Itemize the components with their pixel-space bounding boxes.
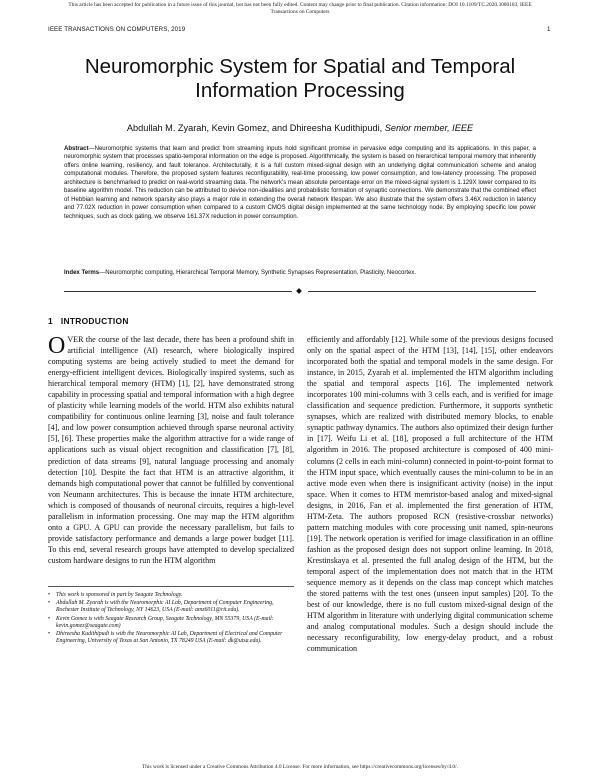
footnote-bullet: • bbox=[48, 631, 51, 638]
footnote-text: Abdullah M. Zyarah is with the Neuromorphic AI Lab, Department of Computer Engineering, Rochester Institute of Technology, NY 14623, USA (E-mail: amz6011@rit.edu). bbox=[56, 600, 274, 614]
separator-right bbox=[308, 291, 536, 292]
footnotes bbox=[48, 592, 294, 645]
banner-line-2: Transactions on Computers bbox=[270, 8, 330, 15]
acceptance-banner bbox=[8, 2, 592, 15]
banner-line-1: This article has been accepted for publication in a future issue of this journal, but has not been fully edited. Content may change prior to final publication. Citation information: DOI 10.1109/TC.2020.3000183, IEEE bbox=[68, 2, 532, 8]
index-terms-label: Index Terms bbox=[64, 270, 100, 276]
page-number: 1 bbox=[547, 26, 551, 33]
intro-paragraph-continued: efficiently and affordably [12]. While some of the previous designs focused only on the spatial aspect of the HTM [13], [14], [15], other endeavors incorporated both the spatial and temporal models in the same design. For instance, in 2015, Zyarah et al. implemented the HTM algorithm including the spatial and temporal aspects [16]. The implemented network incorporates 100 mini-columns with 3 cells each, and is verified for image classification and sequence prediction. Furthermore, it supports synthetic synapses, which are realized with distributed memory blocks, to enable synaptic pathway dynamics. The authors also optimized their design further in [17]. Weifu Li et al. [18], proposed a full architecture of the HTM algorithm in 2016. The proposed architecture is composed of 400 mini-columns (2 cells in each mini-column) connected in point-to-point format to the HTM input space, which eventually causes the mini-column to be in an active mode even when there is insignificant activity (noise) in the input space. When it comes to HTM memristor-based analog and mixed-signal designs, in 2016, Fan et al. implemented the first generation of HTM, HTM-Zeta. The authors proposed RCN (resistive-crossbar networks) pattern matching modules with core processing unit named, spin-neurons [19]. The network operation is verified for image classification in an offline fashion as the proposed design does not support online learning. In 2018, Krestinskaya et al. presented the full analog design of the HTM, but the temporal aspect of the implementation does not match that in the HTM sequence memory as it depends on the class map concept which matches the stored patterns with the test ones (unseen input samples) [20]. To the best of our knowledge, there is no full custom mixed-signal design of the HTM algorithm in literature with underlying digital communication scheme and analog computational modules. Such a design should include the necessary reconfigurability, low energy-delay product, and a robust communication bbox=[307, 335, 553, 654]
left-column-body bbox=[48, 334, 294, 589]
footnote-item bbox=[48, 600, 294, 614]
footnote-item bbox=[48, 616, 294, 630]
section-heading bbox=[48, 316, 129, 326]
footnote-item bbox=[48, 631, 294, 645]
page-title bbox=[40, 55, 560, 103]
footnote-rule bbox=[48, 586, 294, 587]
footnote-text: Dhireesha Kudithipudi is with the Neuromorphic AI Lab, Department of Electrical and Computer Engineering, University of Texas at San Antonio, TX 78249 USA (E-mail: dk@utsa.edu). bbox=[56, 631, 283, 645]
intro-paragraph-1: VER the course of the last decade, there has been a profound shift in artificial intelligence (AI) research, where biologically inspired computing systems are being actively studied to meet the demand for energy-efficient intelligent devices. Biologically inspired systems, such as hierarchical temporal memory (HTM) [1], [2], have demonstrated strong capability in processing spatial and temporal information with a high degree of plasticity while learning models of the world. HTM also exhibits natural compatibility for continuous online learning [3], noise and fault tolerance [4], and low power consumption achieved through sparse neuronal activity [5], [6]. These properties make the algorithm attractive for a wide range of applications such as visual object recognition and classification [7], [8], prediction of data streams [9], natural language processing and anomaly detection [10]. Despite the fact that HTM is an attractive algorithm, it demands high computational power that cannot be fulfilled by conventional von Neumann architectures. This is because the innate HTM architecture, which is composed of thousands of neuronal circuits, requires a high-level parallelism in information processing. One may map the HTM algorithm onto a GPU. A GPU can provide the necessary parallelism, but fails to provide satisfactory performance and demands a large power budget [11]. To this end, several research groups have attempted to develop specialized custom hardware designs to run the HTM algorithm bbox=[48, 335, 294, 565]
license-footer: This work is licensed under a Creative Commons Attribution 4.0 License. For more information, see https://creativecommons.org/licenses/by/4.0/. bbox=[142, 764, 458, 770]
footnote-item bbox=[48, 592, 294, 599]
author-names: Abdullah M. Zyarah, Kevin Gomez, and Dhireesha Kudithipudi, bbox=[126, 123, 383, 133]
section-title: INTRODUCTION bbox=[60, 316, 129, 326]
running-head-journal: IEEE TRANSACTIONS ON COMPUTERS, 2019 bbox=[48, 26, 186, 33]
separator-left bbox=[64, 291, 292, 292]
footnote-bullet: • bbox=[48, 592, 51, 598]
separator-diamond-icon bbox=[296, 288, 302, 294]
footnote-text: Kevin Gomez is with Seagate Research Group, Seagate Technology, MN 55379, USA (E-mail: kevin.gomez@seagate.com) bbox=[56, 615, 274, 629]
title-line-2: Information Processing bbox=[195, 79, 405, 102]
title-line-1: Neuromorphic System for Spatial and Temporal bbox=[84, 55, 516, 78]
footnote-text: This work is sponsored in part by Seagate Technology. bbox=[56, 592, 183, 598]
right-column-body bbox=[307, 334, 553, 762]
drop-cap: O bbox=[48, 334, 66, 359]
abstract bbox=[64, 145, 536, 221]
author-role: Senior member, IEEE bbox=[384, 123, 474, 133]
footnote-bullet: • bbox=[48, 615, 51, 622]
index-terms-text: —Neuromorphic computing, Hierarchical Temporal Memory, Synthetic Synapses Representation, Plasticity, Neocortex. bbox=[99, 270, 417, 276]
footnote-bullet: • bbox=[48, 600, 51, 607]
index-terms bbox=[64, 269, 536, 277]
abstract-text: —Neuromorphic systems that learn and predict from streaming inputs hold significant promise in pervasive edge computing and its applications. In this paper, a neuromorphic system that processes spatio-temporal information on the edge is proposed. Algorithmically, the system is based on hierarchical temporal memory that inherently offers online learning, resiliency, and fault tolerance. Architecturally, it is a full custom mixed-signal design with an underlying digital communication scheme and analog computational modules. Therefore, the proposed system features reconfigurability, real-time processing, low power consumption, and low-latency processing. The proposed architecture is benchmarked to predict on real-world streaming data. The network’s mean absolute percentage error on the mixed-signal system is 1.129X lower compared to its baseline algorithm model. This reduction can be attributed to device non-idealities and probabilistic formation of synaptic connections. We demonstrate that the combined effect of Hebbian learning and network sparsity also plays a major role in extending the overall network lifespan. We also illustrate that the system offers 3.46X reduction in latency and 77.02X reduction in power consumption when compared to a custom CMOS digital design implemented at the same technology node. By employing specific low power techniques, such as clock gating, we observe 161.37X reduction in power consumption. bbox=[64, 146, 536, 220]
section-number: 1 bbox=[48, 316, 53, 326]
abstract-label: Abstract bbox=[64, 146, 89, 152]
author-line bbox=[40, 123, 560, 133]
